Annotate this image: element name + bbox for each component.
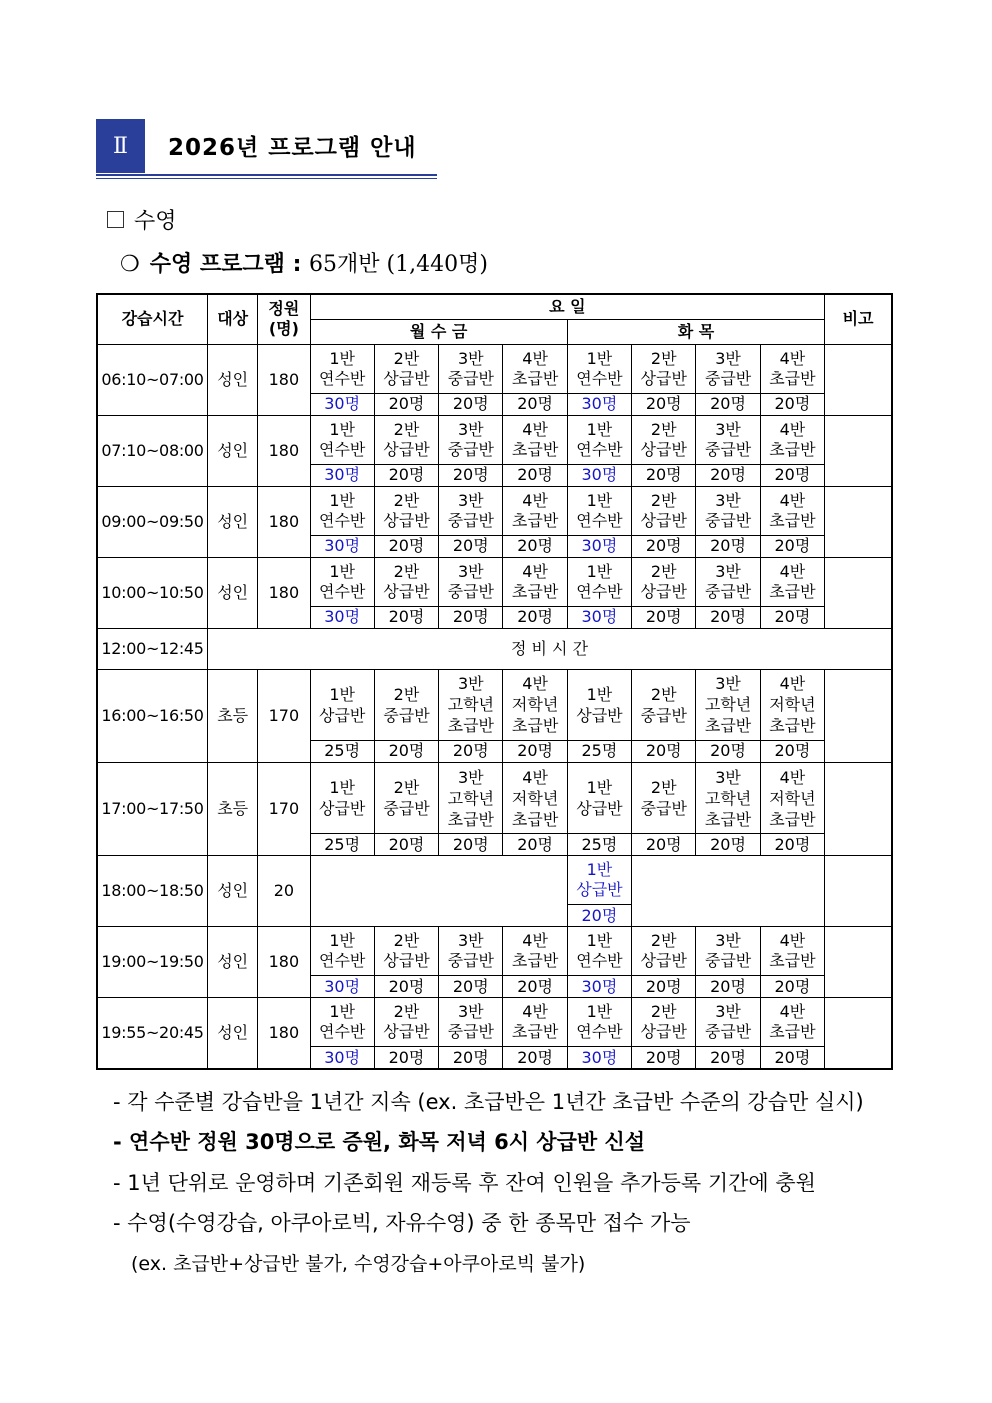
note-cell	[825, 998, 892, 1069]
count-cell: 30명	[310, 1047, 374, 1069]
count-cell: 25명	[310, 740, 374, 762]
class-cell: 3반 중급반	[439, 927, 503, 976]
section-title: 2026년 프로그램 안내	[168, 135, 417, 161]
class-cell: 1반 연수반	[310, 415, 374, 464]
class-cell: 1반 연수반	[567, 557, 631, 606]
note-3: - 1년 단위로 운영하며 기존회원 재등록 후 잔여 인원을 추가등록 기간에 충원	[113, 1171, 816, 1195]
class-cell: 1반 연수반	[310, 998, 374, 1047]
time-cell: 16:00~16:50	[97, 669, 208, 762]
count-cell: 20명	[760, 393, 824, 415]
table-row	[97, 344, 892, 393]
count-cell: 20명	[632, 464, 696, 486]
class-cell: 1반 연수반	[310, 486, 374, 535]
table-row	[97, 927, 892, 976]
class-cell: 2반 상급반	[374, 998, 438, 1047]
class-cell: 3반 중급반	[696, 557, 760, 606]
count-cell: 20명	[439, 834, 503, 856]
note-cell	[825, 344, 892, 415]
count-cell: 20명	[696, 464, 760, 486]
class-cell: 1반 상급반	[567, 762, 631, 833]
quota-cell: 180	[258, 486, 310, 557]
count-cell: 20명	[374, 535, 438, 557]
note-cell	[825, 927, 892, 998]
class-cell: 1반 상급반	[310, 762, 374, 833]
count-cell: 25명	[310, 834, 374, 856]
class-cell: 2반 상급반	[632, 344, 696, 393]
count-cell: 25명	[567, 834, 631, 856]
count-cell: 20명	[696, 834, 760, 856]
class-cell: 3반 고학년 초급반	[439, 762, 503, 833]
header-mwf: 월 수 금	[310, 319, 567, 344]
class-cell: 2반 상급반	[632, 415, 696, 464]
empty-cell	[632, 856, 825, 927]
count-cell: 20명	[439, 535, 503, 557]
time-cell: 06:10~07:00	[97, 344, 208, 415]
class-cell: 4반 저학년 초급반	[503, 762, 567, 833]
target-cell: 성인	[208, 486, 258, 557]
table-row	[97, 415, 892, 464]
count-cell: 30명	[310, 535, 374, 557]
class-cell: 1반 연수반	[310, 927, 374, 976]
target-cell: 성인	[208, 344, 258, 415]
class-cell: 2반 중급반	[632, 762, 696, 833]
note-cell	[825, 557, 892, 628]
time-cell: 12:00~12:45	[97, 628, 208, 669]
note-cell	[825, 762, 892, 855]
class-cell: 1반 연수반	[567, 486, 631, 535]
note-cell	[825, 856, 892, 927]
count-cell: 30명	[567, 464, 631, 486]
header-note: 비고	[825, 294, 892, 344]
count-cell: 20명	[503, 740, 567, 762]
note-5: (ex. 초급반+상급반 불가, 수영강습+아쿠아로빅 불가)	[131, 1253, 586, 1275]
count-cell: 20명	[696, 740, 760, 762]
count-cell: 20명	[760, 1047, 824, 1069]
quota-cell: 20	[258, 856, 310, 927]
category-label: 수영	[134, 209, 177, 234]
time-cell: 10:00~10:50	[97, 557, 208, 628]
program-title: 수영 프로그램 :	[149, 252, 302, 277]
class-cell: 2반 상급반	[632, 927, 696, 976]
class-cell: 3반 중급반	[696, 415, 760, 464]
class-cell: 3반 중급반	[696, 927, 760, 976]
count-cell: 20명	[696, 535, 760, 557]
table-row	[97, 669, 892, 740]
checkbox-square-icon	[107, 211, 124, 228]
quota-cell: 180	[258, 927, 310, 998]
class-cell: 3반 중급반	[696, 344, 760, 393]
count-cell: 20명	[696, 606, 760, 628]
count-cell: 30명	[567, 535, 631, 557]
class-cell: 2반 상급반	[374, 486, 438, 535]
count-cell: 20명	[632, 606, 696, 628]
count-cell: 20명	[760, 740, 824, 762]
class-cell: 1반 연수반	[310, 344, 374, 393]
quota-cell: 180	[258, 415, 310, 486]
count-cell: 30명	[567, 1047, 631, 1069]
class-cell: 4반 저학년 초급반	[503, 669, 567, 740]
class-cell: 4반 초급반	[760, 927, 824, 976]
table-row	[97, 628, 892, 669]
time-cell: 18:00~18:50	[97, 856, 208, 927]
count-cell: 20명	[760, 535, 824, 557]
class-cell: 3반 중급반	[439, 415, 503, 464]
table-row	[97, 998, 892, 1047]
class-cell: 1반 상급반	[310, 669, 374, 740]
class-cell: 2반 중급반	[374, 762, 438, 833]
header-target: 대상	[208, 294, 258, 344]
class-cell: 4반 초급반	[503, 927, 567, 976]
class-cell: 3반 중급반	[439, 557, 503, 606]
header-time: 강습시간	[97, 294, 208, 344]
note-cell	[825, 486, 892, 557]
time-cell: 09:00~09:50	[97, 486, 208, 557]
class-cell: 3반 고학년 초급반	[696, 762, 760, 833]
count-cell: 30명	[567, 606, 631, 628]
count-cell: 20명	[374, 740, 438, 762]
class-cell: 4반 초급반	[503, 998, 567, 1047]
class-cell: 3반 고학년 초급반	[696, 669, 760, 740]
table-row	[97, 762, 892, 833]
class-cell: 4반 초급반	[760, 415, 824, 464]
class-cell: 1반 연수반	[567, 344, 631, 393]
class-cell: 4반 저학년 초급반	[760, 762, 824, 833]
count-cell: 20명	[374, 976, 438, 998]
class-cell: 4반 초급반	[503, 486, 567, 535]
count-cell: 20명	[439, 464, 503, 486]
note-cell	[825, 415, 892, 486]
class-cell: 2반 상급반	[632, 998, 696, 1047]
count-cell: 20명	[374, 1047, 438, 1069]
count-cell: 20명	[760, 976, 824, 998]
count-cell: 20명	[632, 393, 696, 415]
class-cell: 3반 중급반	[439, 344, 503, 393]
class-cell: 4반 초급반	[760, 998, 824, 1047]
target-cell: 성인	[208, 927, 258, 998]
table-row	[97, 486, 892, 535]
class-cell: 4반 초급반	[503, 557, 567, 606]
count-cell: 20명	[374, 464, 438, 486]
count-cell: 20명	[503, 464, 567, 486]
class-cell: 1반 연수반	[310, 557, 374, 606]
count-cell: 20명	[439, 606, 503, 628]
target-cell: 성인	[208, 998, 258, 1069]
count-cell: 20명	[439, 976, 503, 998]
class-cell: 2반 상급반	[374, 557, 438, 606]
table-row	[97, 557, 892, 606]
count-cell: 25명	[567, 740, 631, 762]
header-quota: 정원 (명)	[258, 294, 310, 344]
count-cell: 30명	[567, 976, 631, 998]
count-cell: 20명	[632, 976, 696, 998]
class-cell: 1반 연수반	[567, 415, 631, 464]
count-cell: 20명	[760, 606, 824, 628]
class-cell: 2반 상급반	[374, 344, 438, 393]
count-cell: 30명	[310, 976, 374, 998]
count-cell: 20명	[503, 535, 567, 557]
count-cell: 30명	[310, 606, 374, 628]
quota-cell: 170	[258, 762, 310, 855]
time-cell: 19:00~19:50	[97, 927, 208, 998]
count-cell: 20명	[503, 976, 567, 998]
class-cell: 2반 상급반	[374, 415, 438, 464]
count-cell: 20명	[503, 606, 567, 628]
program-heading	[120, 247, 488, 278]
section-number: Ⅱ	[96, 119, 145, 173]
quota-cell: 180	[258, 344, 310, 415]
class-cell: 3반 중급반	[439, 998, 503, 1047]
maintenance-cell: 정 비 시 간	[208, 628, 892, 669]
class-cell: 4반 초급반	[503, 415, 567, 464]
count-cell: 30명	[310, 464, 374, 486]
count-cell: 20명	[696, 1047, 760, 1069]
count-cell: 20명	[439, 393, 503, 415]
header-tt: 화 목	[567, 319, 824, 344]
count-cell: 20명	[760, 834, 824, 856]
section-header	[96, 119, 437, 178]
class-cell: 3반 중급반	[439, 486, 503, 535]
note-4: - 수영(수영강습, 아쿠아로빅, 자유수영) 중 한 종목만 접수 가능	[113, 1211, 691, 1235]
class-cell: 1반 연수반	[567, 927, 631, 976]
header-days: 요 일	[310, 294, 825, 319]
class-cell: 1반 상급반	[567, 856, 631, 905]
count-cell: 20명	[374, 606, 438, 628]
target-cell: 성인	[208, 856, 258, 927]
count-cell: 20명	[696, 976, 760, 998]
schedule-table	[96, 293, 893, 1070]
quota-cell: 180	[258, 998, 310, 1069]
time-cell: 19:55~20:45	[97, 998, 208, 1069]
target-cell: 성인	[208, 557, 258, 628]
section-underline	[96, 174, 437, 176]
count-cell: 30명	[567, 393, 631, 415]
count-cell: 20명	[632, 740, 696, 762]
count-cell: 20명	[632, 834, 696, 856]
count-cell: 20명	[374, 393, 438, 415]
count-cell: 20명	[439, 740, 503, 762]
count-cell: 20명	[632, 1047, 696, 1069]
count-cell: 20명	[567, 905, 631, 927]
class-cell: 1반 연수반	[567, 998, 631, 1047]
target-cell: 초등	[208, 762, 258, 855]
count-cell: 20명	[374, 834, 438, 856]
class-cell: 2반 상급반	[374, 927, 438, 976]
time-cell: 17:00~17:50	[97, 762, 208, 855]
class-cell: 4반 초급반	[760, 344, 824, 393]
class-cell: 2반 중급반	[632, 669, 696, 740]
circle-bullet-icon: ❍	[120, 252, 140, 277]
target-cell: 초등	[208, 669, 258, 762]
quota-cell: 180	[258, 557, 310, 628]
count-cell: 20명	[439, 1047, 503, 1069]
class-cell: 3반 중급반	[696, 998, 760, 1047]
count-cell: 20명	[632, 535, 696, 557]
class-cell: 4반 초급반	[760, 486, 824, 535]
count-cell: 20명	[503, 834, 567, 856]
class-cell: 4반 초급반	[503, 344, 567, 393]
class-cell: 1반 상급반	[567, 669, 631, 740]
section-underline-thin	[96, 178, 437, 179]
target-cell: 성인	[208, 415, 258, 486]
empty-cell	[310, 856, 567, 927]
count-cell: 20명	[760, 464, 824, 486]
count-cell: 20명	[503, 393, 567, 415]
table-row	[97, 856, 892, 905]
class-cell: 4반 초급반	[760, 557, 824, 606]
note-2: - 연수반 정원 30명으로 증원, 화목 저녁 6시 상급반 신설	[113, 1130, 646, 1154]
note-cell	[825, 669, 892, 762]
quota-cell: 170	[258, 669, 310, 762]
class-cell: 2반 상급반	[632, 486, 696, 535]
count-cell: 20명	[696, 393, 760, 415]
class-cell: 2반 중급반	[374, 669, 438, 740]
class-cell: 3반 중급반	[696, 486, 760, 535]
class-cell: 3반 고학년 초급반	[439, 669, 503, 740]
class-cell: 4반 저학년 초급반	[760, 669, 824, 740]
class-cell: 2반 상급반	[632, 557, 696, 606]
note-1: - 각 수준별 강습반을 1년간 지속 (ex. 초급반은 1년간 초급반 수준의 강습만 실시)	[113, 1090, 864, 1114]
count-cell: 30명	[310, 393, 374, 415]
count-cell: 20명	[503, 1047, 567, 1069]
time-cell: 07:10~08:00	[97, 415, 208, 486]
program-count: 65개반 (1,440명)	[309, 252, 488, 277]
category-heading	[107, 204, 177, 235]
